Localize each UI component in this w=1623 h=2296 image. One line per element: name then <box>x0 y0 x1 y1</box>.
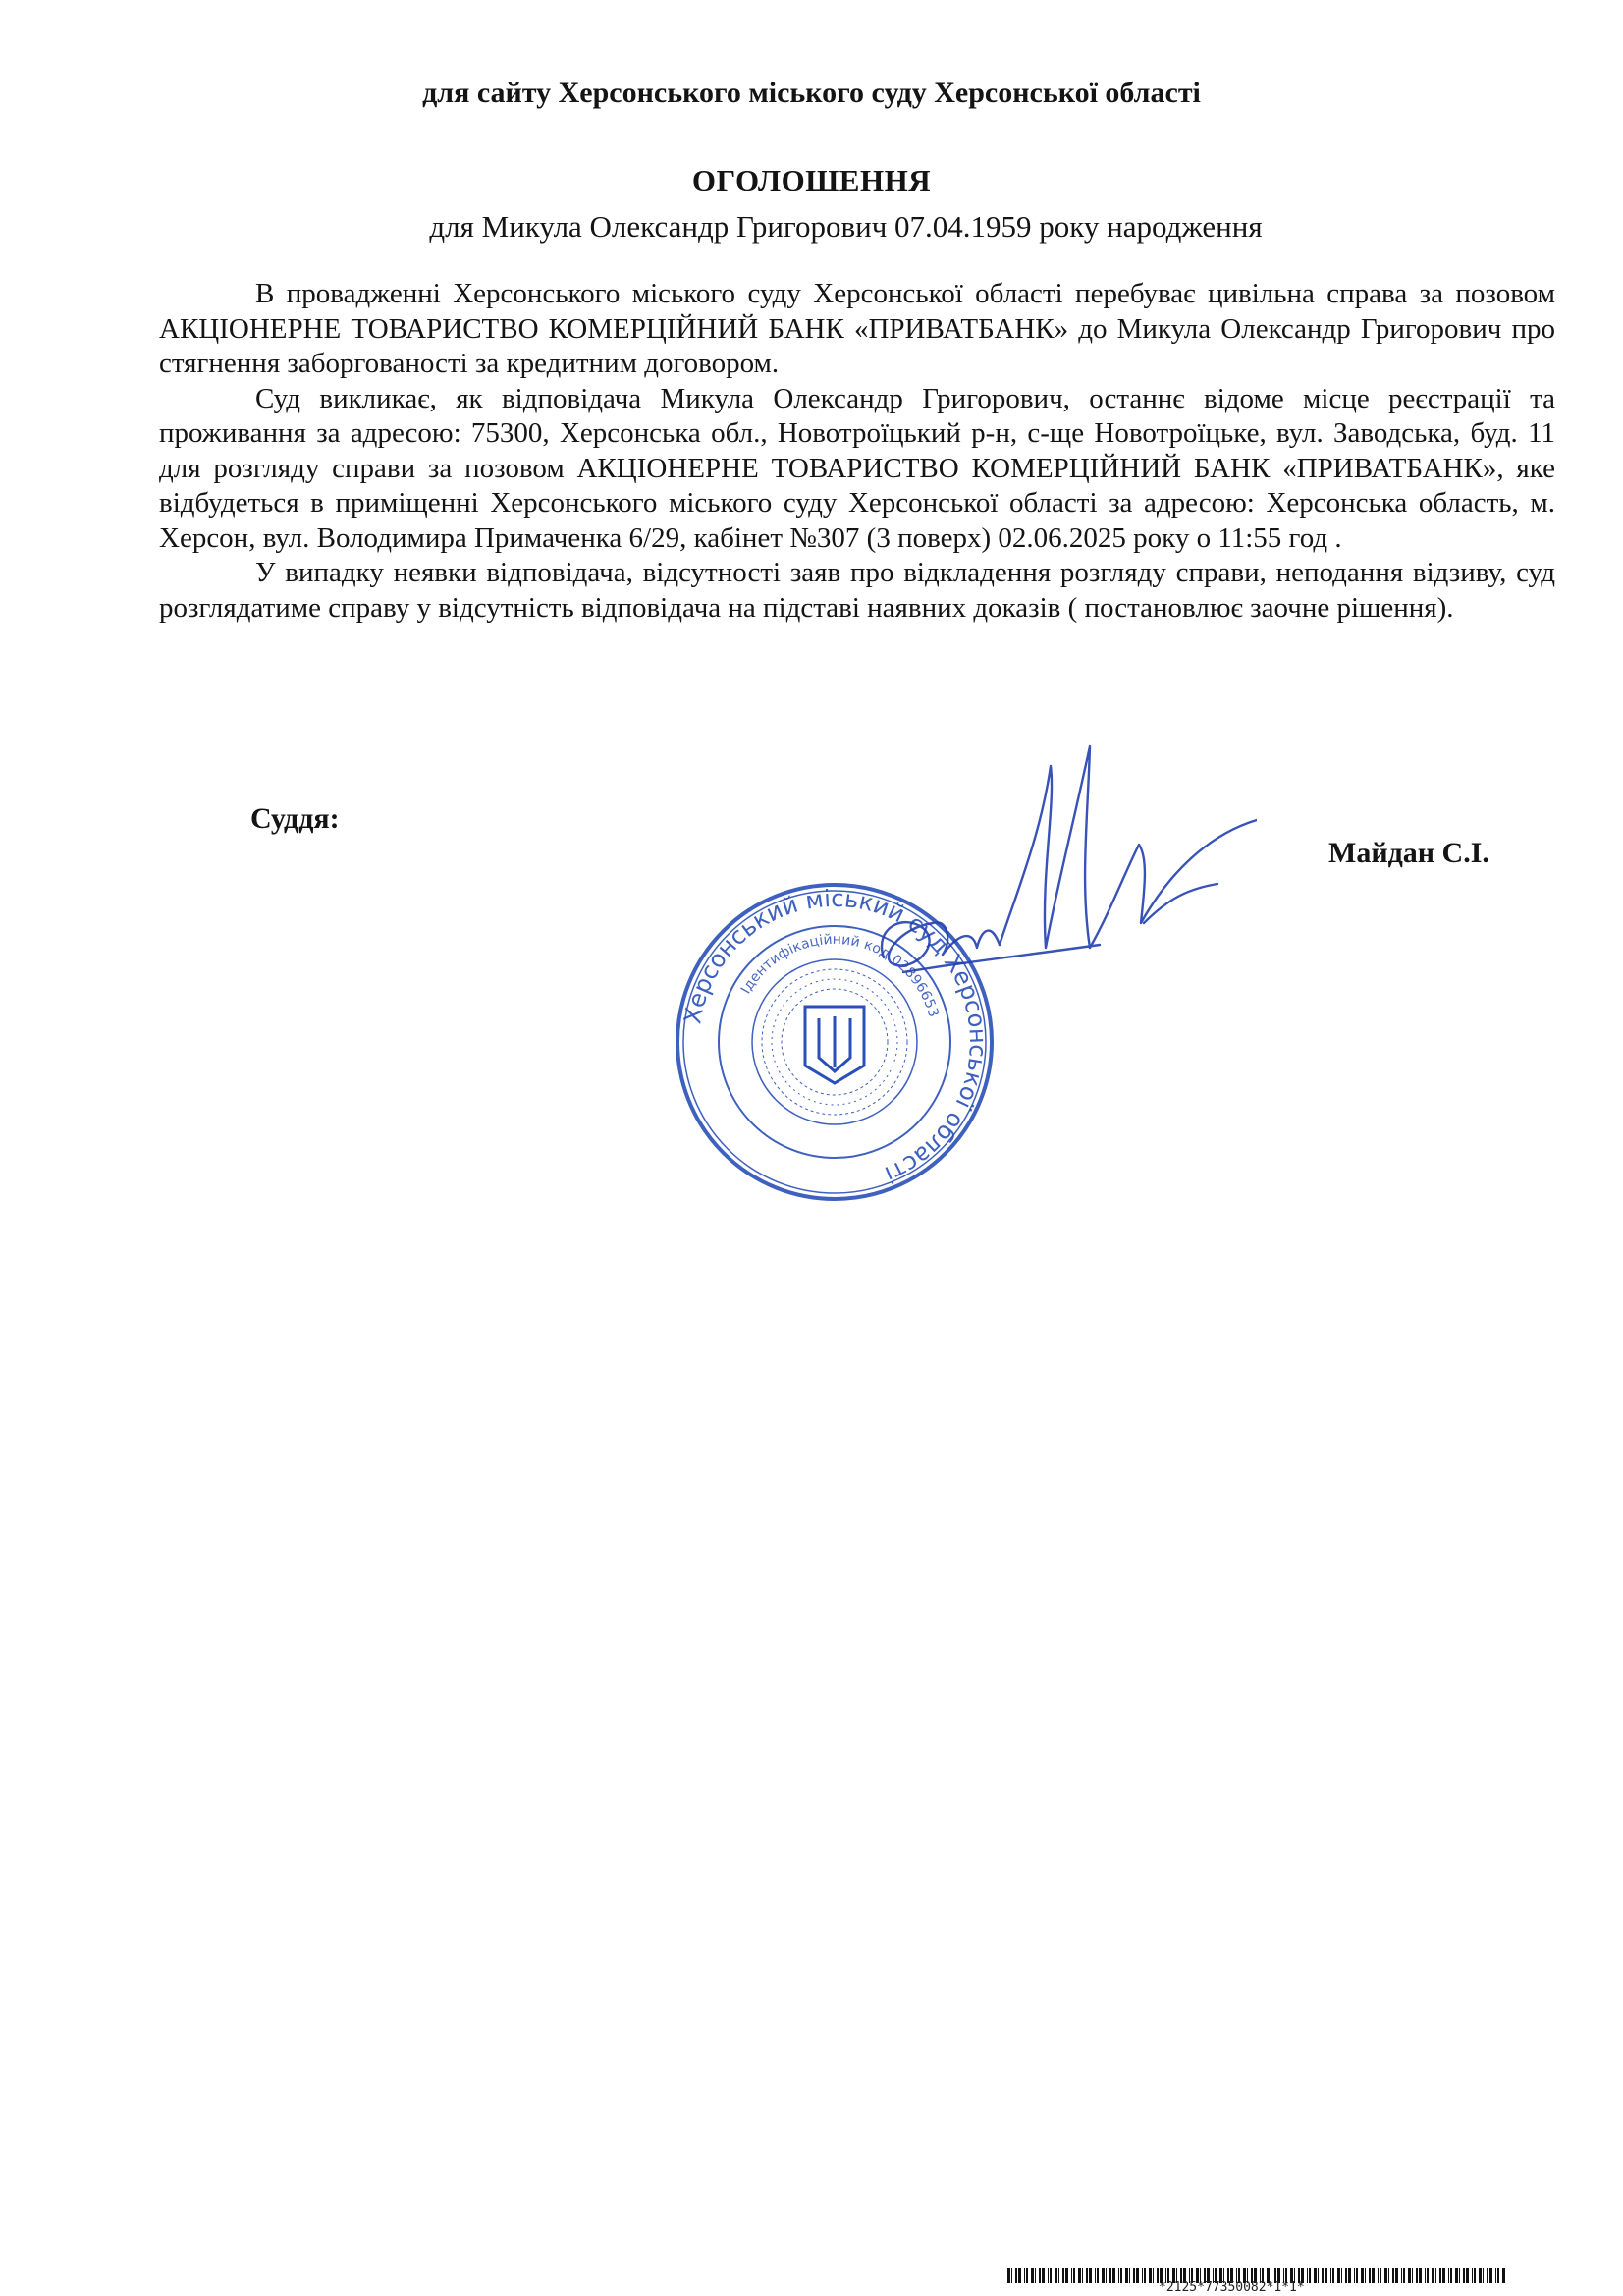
document-title: ОГОЛОШЕННЯ <box>691 163 932 197</box>
header-note: для сайту Херсонського міського суду Херсонської області <box>422 77 1201 109</box>
seal-inner-text: Ідентифікаційний код 02896653 <box>737 931 942 1019</box>
barcode-text: *2125*77350082*1*1* <box>1159 2280 1305 2295</box>
paragraph-summons: Суд викликає, як відповідача Микула Олександр Григорович, останнє відоме місце реєстрації та проживання за адресою: 75300, Херсонська обл., Новотроїцький р-н, с-ще Новотроїцьке, вул. Заводська, буд. 11 для розгляду справи за позовом АКЦІОНЕРНЕ ТОВАРИСТВО КОМЕРЦІЙНИЙ БАНК «ПРИВАТБАНК», яке відбудеться в приміщенні Херсонського міського суду Херсонської області за адресою: Херсонська область, м. Херсон, вул. Володимира Примаченка 6/29, кабінет №307 (3 поверх) 02.06.2025 року о 11:55 год . <box>159 382 1555 554</box>
paragraph-case: В провадженні Херсонського міського суду Херсонської області перебуває цивільна справа за позовом АКЦІОНЕРНЕ ТОВАРИСТВО КОМЕРЦІЙНИЙ БАНК «ПРИВАТБАНК» до Микула Олександр Григорович про стягнення заборгованості за кредитним договором. <box>159 278 1555 379</box>
seal-outer-text: Херсонський міський суд Херсонської області <box>678 884 993 1189</box>
paragraph-absence: У випадку неявки відповідача, відсутності заяв про відкладення розгляду справи, неподання відзиву, суд розглядатиме справу у відсутність відповідача на підставі наявних доказів ( постановлює заочне рішення). <box>159 557 1555 624</box>
judge-signature <box>844 727 1257 1041</box>
announcement-body <box>159 277 1555 626</box>
document-subtitle: для Микула Олександр Григорович 07.04.1959 року народження <box>429 209 1263 244</box>
judge-name: Майдан С.І. <box>1328 837 1489 869</box>
judge-label: Суддя: <box>250 802 340 835</box>
